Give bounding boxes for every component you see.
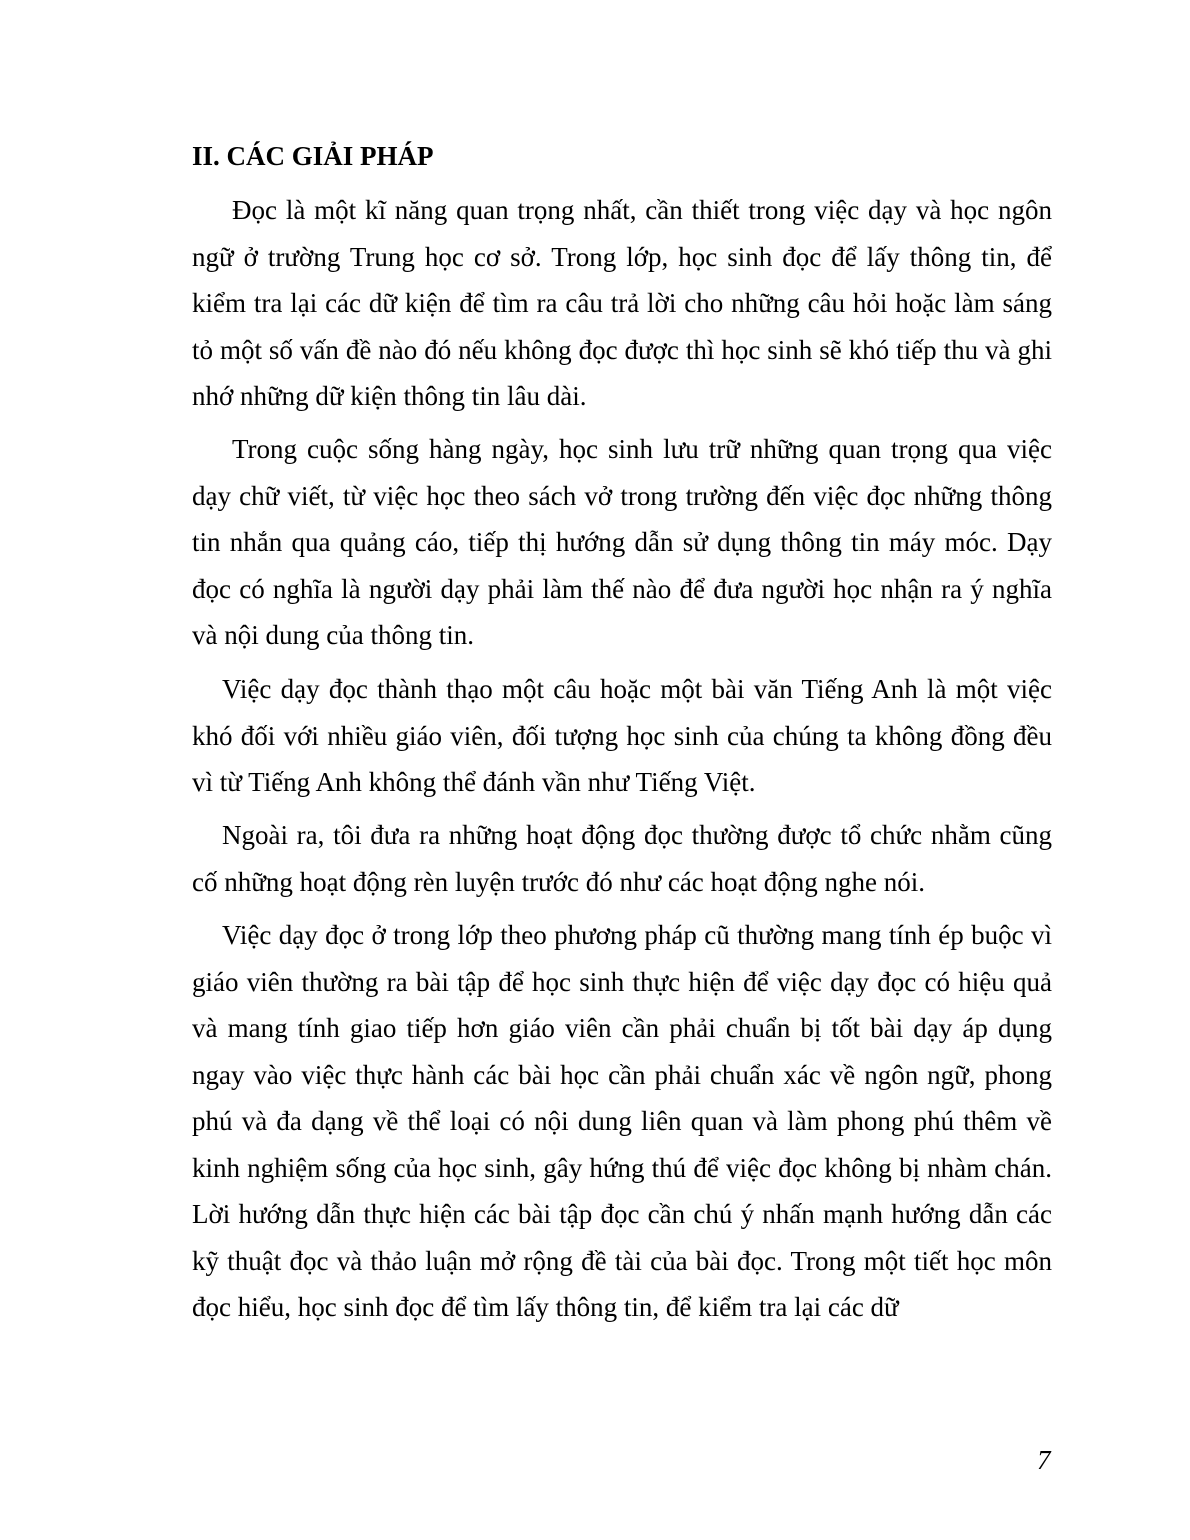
paragraph-4: Ngoài ra, tôi đưa ra những hoạt động đọc thường được tổ chức nhằm cũng cố những hoạt động rèn luyện trước đó như các hoạt động nghe nói. — [192, 820, 1052, 897]
section-heading: II. CÁC GIẢI PHÁP — [192, 141, 434, 171]
paragraph-3: Việc dạy đọc thành thạo một câu hoặc một bài văn Tiếng Anh là một việc khó đối với nhiều giáo viên, đối tượng học sinh của chúng ta không đồng đều vì từ Tiếng Anh không thể đánh vần như Tiếng Việt. — [192, 674, 1052, 797]
paragraph-5: Việc dạy đọc ở trong lớp theo phương pháp cũ thường mang tính ép buộc vì giáo viên thường ra bài tập để học sinh thực hiện để việc dạy đọc có hiệu quả và mang tính giao tiếp hơn giáo viên cần phải chuẩn bị tốt bài dạy áp dụng ngay vào việc thực hành các bài học cần phải chuẩn xác về ngôn ngữ, phong phú và đa dạng về thể loại có nội dung liên quan và làm phong phú thêm về kinh nghiệm sống của học sinh, gây hứng thú để việc đọc không bị nhàm chán. Lời hướng dẫn thực hiện các bài tập đọc cần chú ý nhấn mạnh hướng dẫn các kỹ thuật đọc và thảo luận mở rộng đề tài của bài đọc. Trong một tiết học môn đọc hiểu, học sinh đọc để tìm lấy thông tin, để kiểm tra lại các dữ — [192, 920, 1052, 1322]
paragraph-2: Trong cuộc sống hàng ngày, học sinh lưu trữ những quan trọng qua việc dạy chữ viết, từ việc học theo sách vở trong trường đến việc đọc những thông tin nhắn qua quảng cáo, tiếp thị hướng dẫn sử dụng thông tin máy móc. Dạy đọc có nghĩa là người dạy phải làm thế nào để đưa người học nhận ra ý nghĩa và nội dung của thông tin. — [192, 434, 1052, 650]
page-number: 7 — [1037, 1445, 1051, 1475]
paragraph-1: Đọc là một kĩ năng quan trọng nhất, cần thiết trong việc dạy và học ngôn ngữ ở trường Trung học cơ sở. Trong lớp, học sinh đọc để lấy thông tin, để kiểm tra lại các dữ kiện để tìm ra câu trả lời cho những câu hỏi hoặc làm sáng tỏ một số vấn đề nào đó nếu không đọc được thì học sinh sẽ khó tiếp thu và ghi nhớ những dữ kiện thông tin lâu dài. — [192, 195, 1052, 411]
